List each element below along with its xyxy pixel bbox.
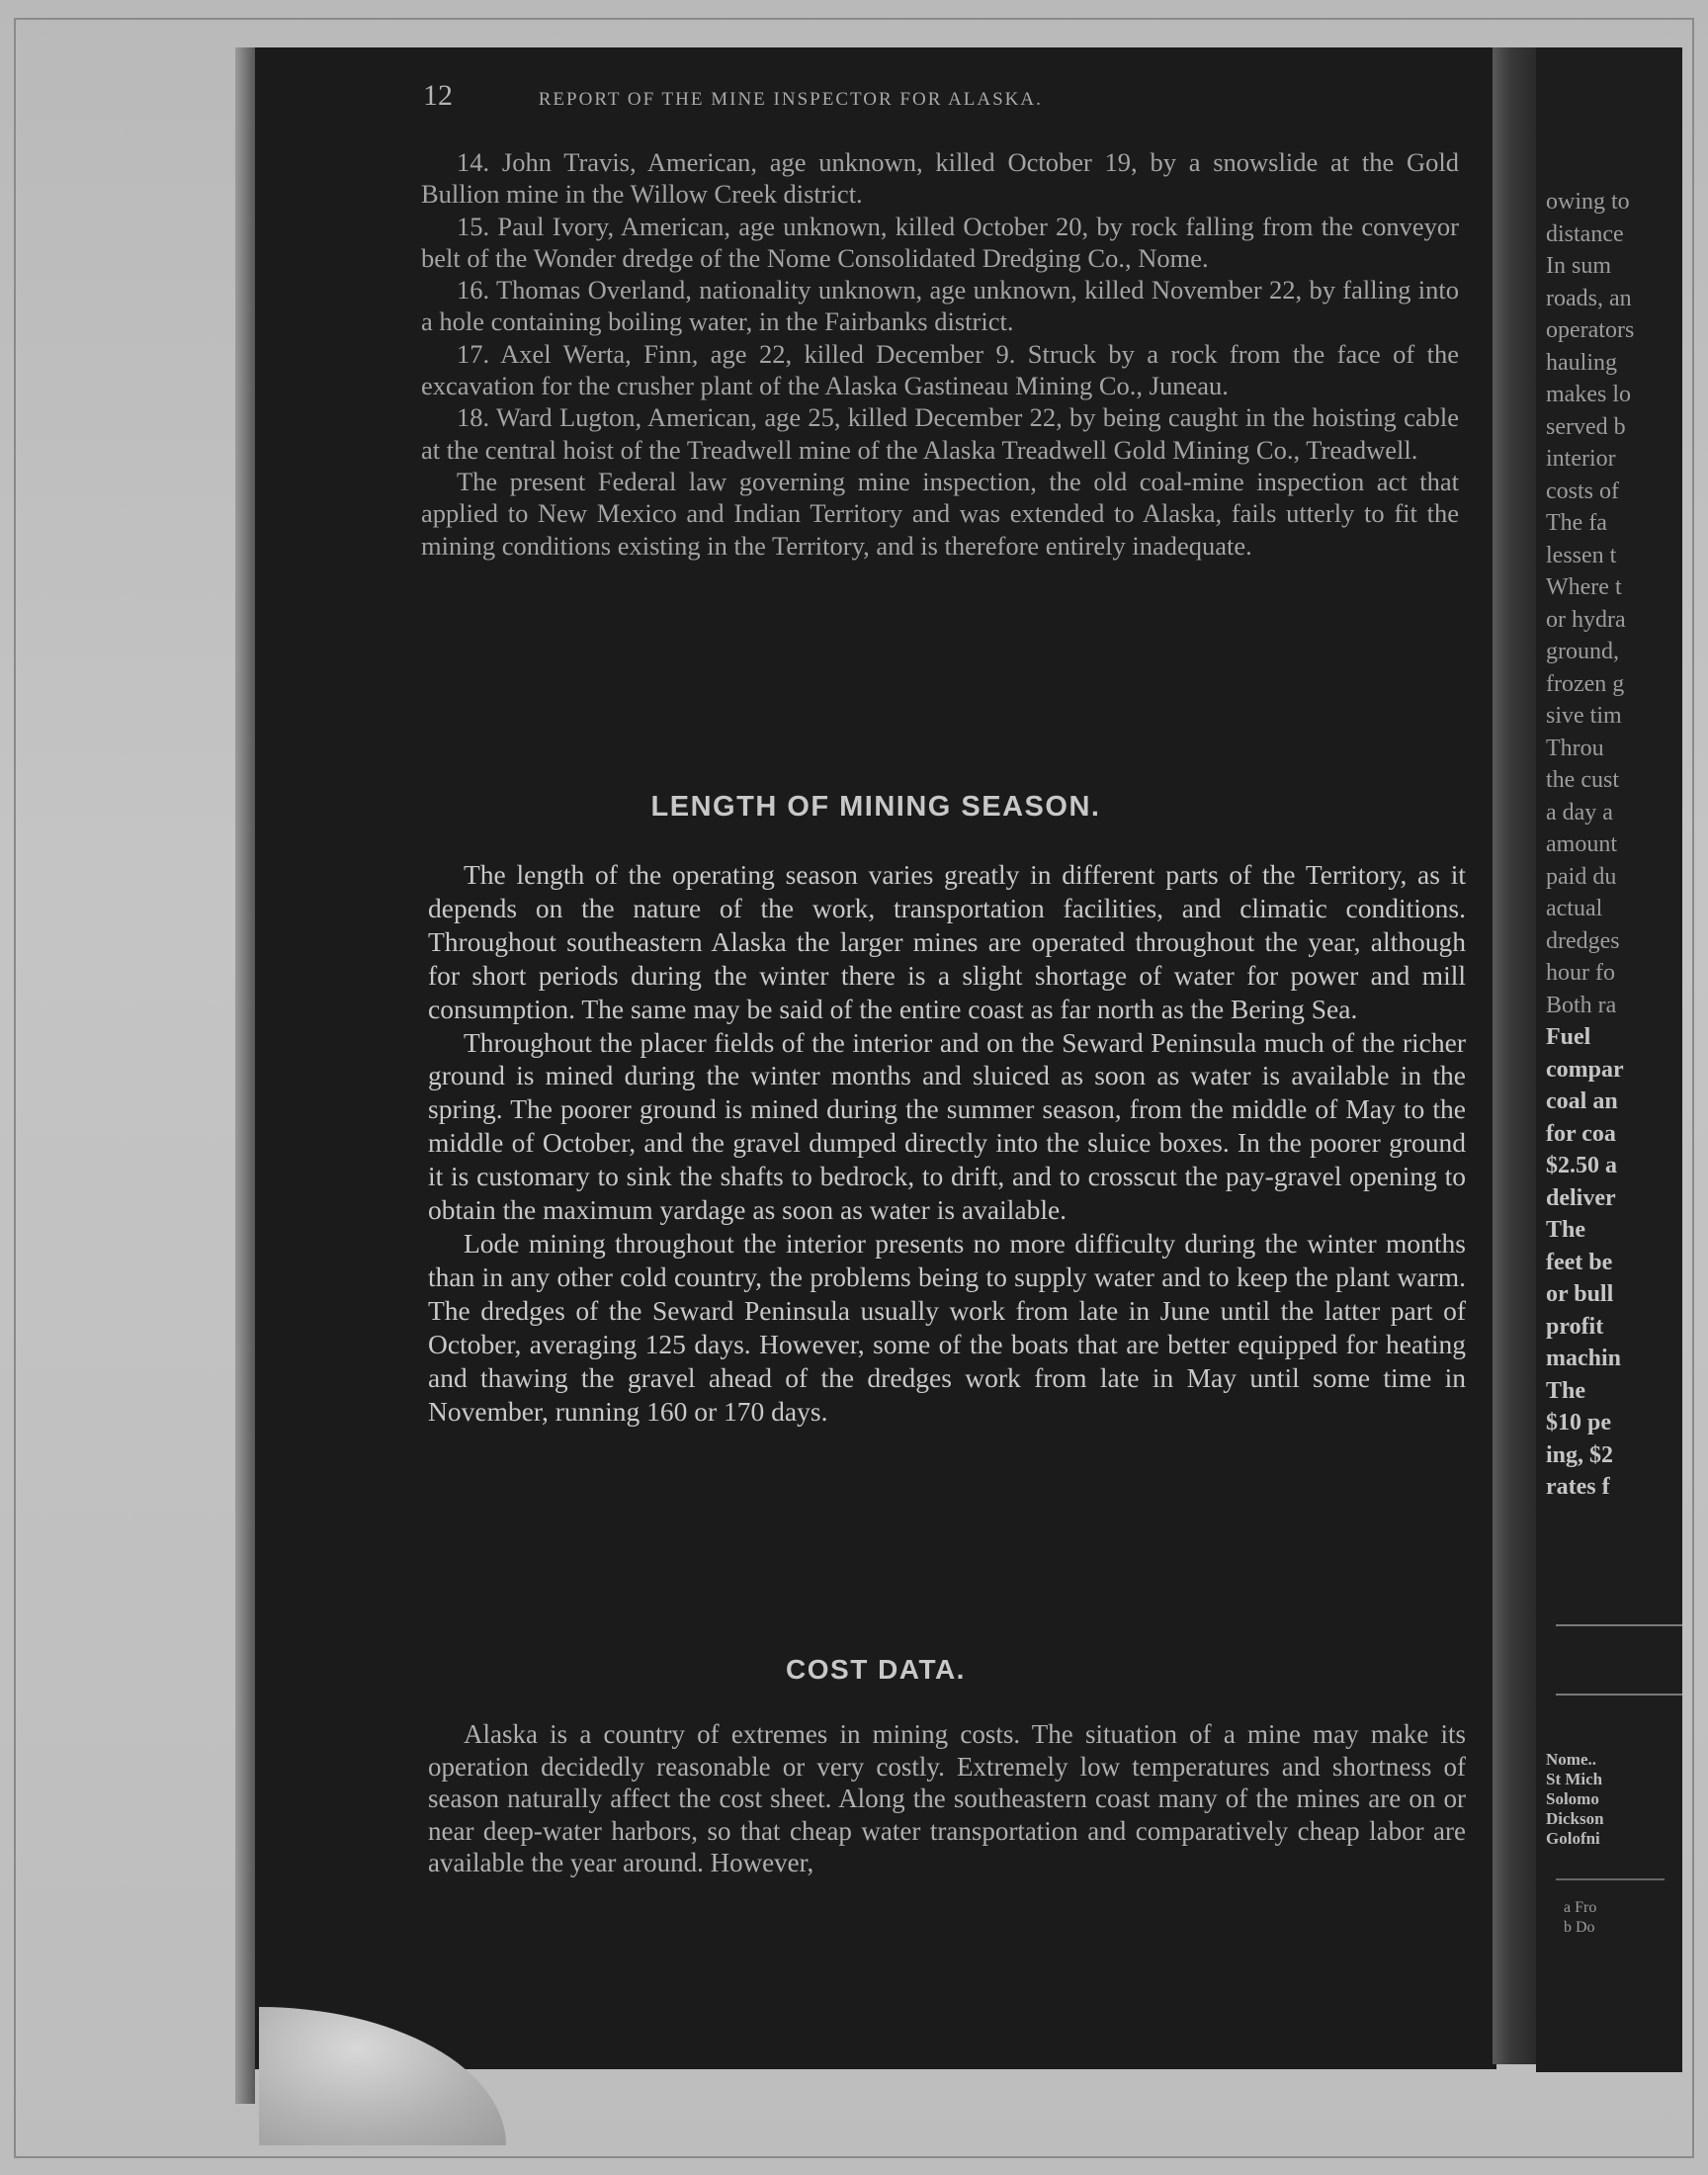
facing-line: makes lo (1546, 382, 1631, 407)
facing-line: deliver (1546, 1184, 1616, 1211)
facing-line: operators (1546, 317, 1635, 343)
paragraph: Throughout the placer fields of the interior and on the Seward Peninsula much of the richer ground is mined during the winter months and sluiced as soon as water is available in the spring. The poorer ground is mined during the summer season, from the middle of May to the middle of October, and the gravel dumped directly into the sluice boxes. In the poorer ground it is customary to sink the shafts to bedrock, to drift, and to crosscut the pay-gravel opening to obtain the maximum yardage as soon as water is available. (428, 1026, 1466, 1226)
table-row: Nome.. (1546, 1750, 1596, 1769)
footnote: b Do (1564, 1919, 1595, 1936)
facing-page-edge (1536, 47, 1682, 2072)
table-row: Dickson (1546, 1809, 1604, 1828)
facing-line: The (1546, 1377, 1586, 1404)
facing-line: or bull (1546, 1281, 1614, 1307)
facing-line: ground, (1546, 639, 1619, 664)
fatality-list (421, 146, 1459, 562)
facing-line: distance (1546, 220, 1624, 247)
page-number: 12 (423, 79, 453, 112)
facing-line: coal an (1546, 1088, 1618, 1114)
facing-line: sive tim (1546, 703, 1622, 729)
paragraph: The present Federal law governing mine inspection, the old coal-mine inspection act that applied to New Mexico and Indian Territory and was extended to Alaska, fails utterly to fit the mining conditions existing in the Territory, and is therefore entirely inadequate. (421, 466, 1459, 561)
facing-line: $2.50 a (1546, 1153, 1617, 1178)
book-gutter (1493, 47, 1536, 2064)
facing-line: The (1546, 1217, 1586, 1243)
cost-data-text (428, 1718, 1466, 1879)
facing-page-lines (1546, 186, 1665, 1504)
paragraph: 18. Ward Lugton, American, age 25, killed December 22, by being caught in the hoisting cable at the central hoist of the Treadwell mine of the Alaska Treadwell Gold Mining Co., Treadwell. (421, 402, 1459, 465)
facing-line: hour fo (1546, 960, 1615, 986)
paragraph: 14. John Travis, American, age unknown, killed October 19, by a snowslide at the Gold Bullion mine in the Willow Creek district. (421, 147, 1459, 210)
facing-line: $10 pe (1546, 1410, 1611, 1436)
table-rule (1556, 1878, 1665, 1880)
paragraph: The length of the operating season varies greatly in different parts of the Territory, as it depends on the nature of the work, transportation facilities, and climatic conditions. Throughout southeastern Alaska the larger mines are operated throughout the year, although for short periods during the winter there is a slight shortage of water for power and mill consumption. The same may be said of the entire coast as far north as the Bering Sea. (428, 859, 1466, 1024)
facing-line: dredges (1546, 927, 1620, 954)
facing-page-footnotes (1564, 1898, 1596, 1938)
facing-line: frozen g (1546, 670, 1625, 697)
page-shadow (235, 47, 255, 2104)
table-row: Golofni (1546, 1829, 1600, 1848)
facing-line: paid du (1546, 863, 1617, 890)
page-header (423, 79, 1461, 113)
running-title: REPORT OF THE MINE INSPECTOR FOR ALASKA. (538, 89, 1043, 110)
facing-line: compar (1546, 1056, 1624, 1083)
table-row: St Mich (1546, 1770, 1603, 1788)
facing-line: Throu (1546, 735, 1604, 761)
facing-line: amount (1546, 831, 1617, 857)
table-rule (1556, 1624, 1682, 1626)
facing-line: served b (1546, 413, 1626, 440)
facing-line: roads, an (1546, 285, 1632, 311)
table-rule (1556, 1694, 1682, 1696)
facing-line: or hydra (1546, 606, 1626, 633)
facing-line: interior (1546, 446, 1616, 472)
table-row: Solomo (1546, 1789, 1599, 1808)
facing-line: The fa (1546, 510, 1607, 536)
paragraph: 15. Paul Ivory, American, age unknown, killed October 20, by rock falling from the conveyor belt of the Wonder dredge of the Nome Consolidated Dredging Co., Nome. (421, 211, 1459, 273)
facing-line: profit (1546, 1313, 1604, 1340)
facing-line: owing to (1546, 189, 1630, 215)
paragraph: Lode mining throughout the interior presents no more difficulty during the winter months than in any other cold country, the problems being to supply water and to keep the plant warm. The dredges of the Seward Peninsula usually work from late in June until the latter part of October, averaging 125 days. However, some of the boats that are better equipped for heating and thawing the gravel ahead of the dredges work from late in May until some time in November, running 160 or 170 days. (428, 1227, 1466, 1427)
facing-line: lessen t (1546, 542, 1617, 568)
facing-line: actual (1546, 896, 1603, 921)
facing-line: In sum (1546, 253, 1611, 279)
paragraph: 16. Thomas Overland, nationality unknown, age unknown, killed November 22, by falling into a hole containing boiling water, in the Fairbanks district. (421, 275, 1459, 337)
facing-line: a day a (1546, 799, 1613, 826)
mining-season-text (428, 858, 1466, 1428)
facing-line: the cust (1546, 767, 1619, 793)
facing-line: rates f (1546, 1474, 1610, 1500)
facing-line: Both ra (1546, 992, 1617, 1018)
footnote: a Fro (1564, 1899, 1597, 1916)
facing-line: hauling (1546, 349, 1617, 376)
section-heading-mining-season: LENGTH OF MINING SEASON. (650, 791, 1101, 823)
paragraph: 17. Axel Werta, Finn, age 22, killed December 9. Struck by a rock from the face of the excavation for the crusher plant of the Alaska Gastineau Mining Co., Juneau. (421, 338, 1459, 401)
facing-line: costs of (1546, 478, 1619, 504)
facing-page-table (1546, 1750, 1604, 1849)
facing-line: Where t (1546, 574, 1622, 600)
facing-line: machin (1546, 1346, 1622, 1371)
section-heading-cost-data: COST DATA. (786, 1654, 966, 1685)
facing-line: for coa (1546, 1120, 1616, 1147)
facing-line: ing, $2 (1546, 1441, 1614, 1468)
paragraph: Alaska is a country of extremes in mining costs. The situation of a mine may make its operation decidedly reasonable or very costly. Extremely low temperatures and shortness of season naturally affect the cost sheet. Along the southeastern coast many of the mines are on or near deep-water harbors, so that cheap water transportation and comparatively cheap labor are available the year around. However, (428, 1719, 1466, 1877)
facing-line: feet be (1546, 1249, 1613, 1275)
facing-line: Fuel (1546, 1024, 1591, 1050)
left-page (255, 47, 1496, 2069)
